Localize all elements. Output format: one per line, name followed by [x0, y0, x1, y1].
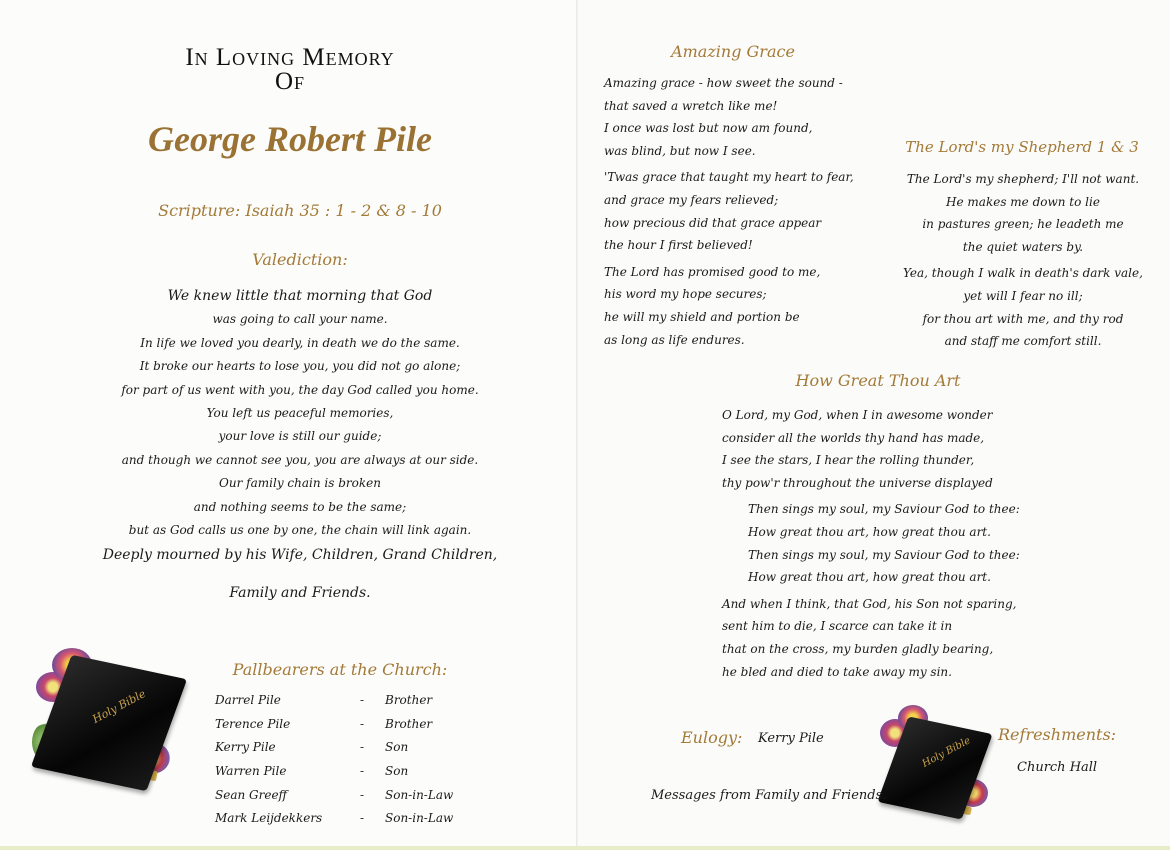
pallbearer-relation: Brother [385, 692, 433, 707]
hymn-line: that saved a wretch like me! [604, 98, 778, 113]
hymn-line: for thou art with me, and thy rod [922, 311, 1124, 326]
valediction-poem [95, 285, 505, 605]
poem-line: It broke our hearts to lose you, you did not go alone; [139, 359, 461, 374]
pallbearer-name: Terence Pile [215, 716, 291, 731]
hymn-line: was blind, but now I see. [604, 143, 756, 158]
hymn-line: that on the cross, my burden gladly bearing, [722, 641, 994, 656]
hymn-stanza [888, 262, 1158, 352]
hymn-chorus [722, 498, 1042, 588]
shepherd-title: The Lord's my Shepherd 1 & 3 [905, 138, 1139, 156]
how-great-title: How Great Thou Art [795, 371, 961, 390]
list-item [215, 688, 475, 712]
poem-line: but as God calls us one by one, the chain will link again. [128, 523, 472, 538]
hymn-line: Then sings my soul, my Saviour God to thee: [748, 502, 1020, 517]
hymn-line: How great thou art, how great thou art. [748, 524, 991, 539]
bible-cover-text: Holy Bible [90, 687, 148, 726]
hymn-line: as long as life endures. [604, 332, 745, 347]
pallbearers-list [215, 688, 475, 830]
list-item [215, 783, 475, 807]
hymn-stanza [722, 593, 1042, 683]
messages-line: Messages from Family and Friends. [651, 788, 887, 803]
poem-line: was going to call your name. [212, 312, 388, 327]
pallbearer-relation: Son [385, 763, 409, 778]
separator: - [360, 740, 365, 755]
hymn-line: sent him to die, I scarce can take it in [722, 619, 953, 634]
refreshments-label: Refreshments: [998, 725, 1117, 744]
refreshments-location: Church Hall [1017, 760, 1098, 775]
hymn-line: Amazing grace - how sweet the sound - [604, 76, 843, 90]
pallbearer-name: Warren Pile [215, 763, 287, 778]
deceased-name: George Robert Pile [148, 119, 432, 159]
hymn-line: he bled and died to take away my sin. [722, 664, 952, 679]
hymn-line: the quiet waters by. [962, 239, 1084, 254]
hymn-line: he will my shield and portion be [604, 309, 800, 324]
hymn-line: Then sings my soul, my Saviour God to thee: [748, 547, 1020, 562]
hymn-stanza [604, 261, 894, 351]
mourned-by-line: Deeply mourned by his Wife, Children, Grand Children, [102, 547, 498, 564]
hymn-line: and staff me comfort still. [944, 334, 1102, 349]
hymn-line: He makes me down to lie [946, 194, 1100, 209]
scripture-reference: Scripture: Isaiah 35 : 1 - 2 & 8 - 10 [158, 201, 442, 220]
eulogy-speaker: Kerry Pile [758, 731, 824, 746]
left-page [0, 0, 578, 850]
hymn-stanza [604, 72, 894, 162]
list-item [215, 806, 475, 830]
hymn-line: The Lord has promised good to me, [604, 264, 821, 279]
hymn-line: How great thou art, how great thou art. [748, 570, 991, 585]
separator: - [360, 716, 365, 731]
hymn-line: The Lord's my shepherd; I'll not want. [906, 172, 1140, 186]
separator: - [360, 787, 365, 802]
list-item [215, 712, 475, 736]
valediction-title: Valediction: [252, 250, 348, 269]
hymn-line: O Lord, my God, when I in awesome wonder [722, 408, 993, 422]
list-item [215, 759, 475, 783]
hymn-line: how precious did that grace appear [604, 215, 822, 230]
poem-line: and nothing seems to be the same; [193, 499, 407, 514]
hymn-line: 'Twas grace that taught my heart to fear, [604, 170, 854, 185]
hymn-line: and grace my fears relieved; [604, 192, 779, 207]
poem-line: We knew little that morning that God [167, 288, 433, 304]
amazing-grace-title: Amazing Grace [671, 42, 795, 61]
pallbearer-relation: Son [385, 740, 409, 755]
separator: - [360, 811, 365, 826]
pallbearer-name: Sean Greeff [215, 787, 288, 802]
poem-line: In life we loved you dearly, in death we do the same. [140, 335, 460, 350]
poem-line: for part of us went with you, the day God called you home. [121, 382, 479, 397]
poem-line: Our family chain is broken [219, 476, 381, 491]
pallbearers-title: Pallbearers at the Church: [232, 660, 448, 679]
hymn-line: yet will I fear no ill; [963, 288, 1083, 303]
shepherd-psalm [888, 168, 1158, 357]
pallbearer-name: Darrel Pile [215, 692, 281, 707]
bible-illustration-icon [878, 705, 993, 835]
hymn-line: And when I think, that God, his Son not sparing, [722, 596, 1017, 611]
hymn-stanza [604, 166, 894, 256]
poem-line: your love is still our guide; [218, 429, 382, 444]
pallbearer-relation: Son-in-Law [385, 787, 454, 802]
poem-line: You left us peaceful memories, [206, 406, 394, 421]
hymn-stanza [722, 404, 1042, 494]
hymn-stanza [888, 168, 1158, 258]
pallbearer-name: Mark Leijdekkers [215, 811, 323, 826]
hymn-line: I once was lost but now am found, [604, 121, 813, 136]
hymn-line: his word my hope secures; [604, 287, 767, 302]
bible-illustration-icon [32, 642, 192, 802]
amazing-grace-hymn [604, 72, 894, 355]
hymn-line: I see the stars, I hear the rolling thunder, [722, 453, 975, 468]
memory-heading-line1: In Loving Memory [185, 44, 395, 71]
list-item [215, 735, 475, 759]
eulogy-label: Eulogy: [681, 728, 743, 747]
bible-cover-text: Holy Bible [920, 735, 973, 770]
hymn-line: in pastures green; he leadeth me [922, 217, 1124, 232]
hymn-line: the hour I first believed! [604, 238, 753, 253]
pallbearer-relation: Son-in-Law [385, 811, 454, 826]
pallbearer-relation: Brother [385, 716, 433, 731]
hymn-line: thy pow'r throughout the universe displayed [722, 475, 993, 490]
how-great-hymn [722, 404, 1042, 687]
hymn-line: consider all the worlds thy hand has made, [722, 430, 985, 445]
separator: - [360, 763, 365, 778]
right-page [578, 0, 1170, 850]
memory-heading-line2: Of [274, 68, 306, 95]
pallbearer-name: Kerry Pile [215, 740, 276, 755]
separator: - [360, 692, 365, 707]
poem-line: and though we cannot see you, you are always at our side. [121, 452, 479, 467]
scan-edge [0, 846, 1170, 850]
mourned-by-line: Family and Friends. [229, 584, 371, 601]
hymn-line: Yea, though I walk in death's dark vale, [903, 266, 1143, 281]
